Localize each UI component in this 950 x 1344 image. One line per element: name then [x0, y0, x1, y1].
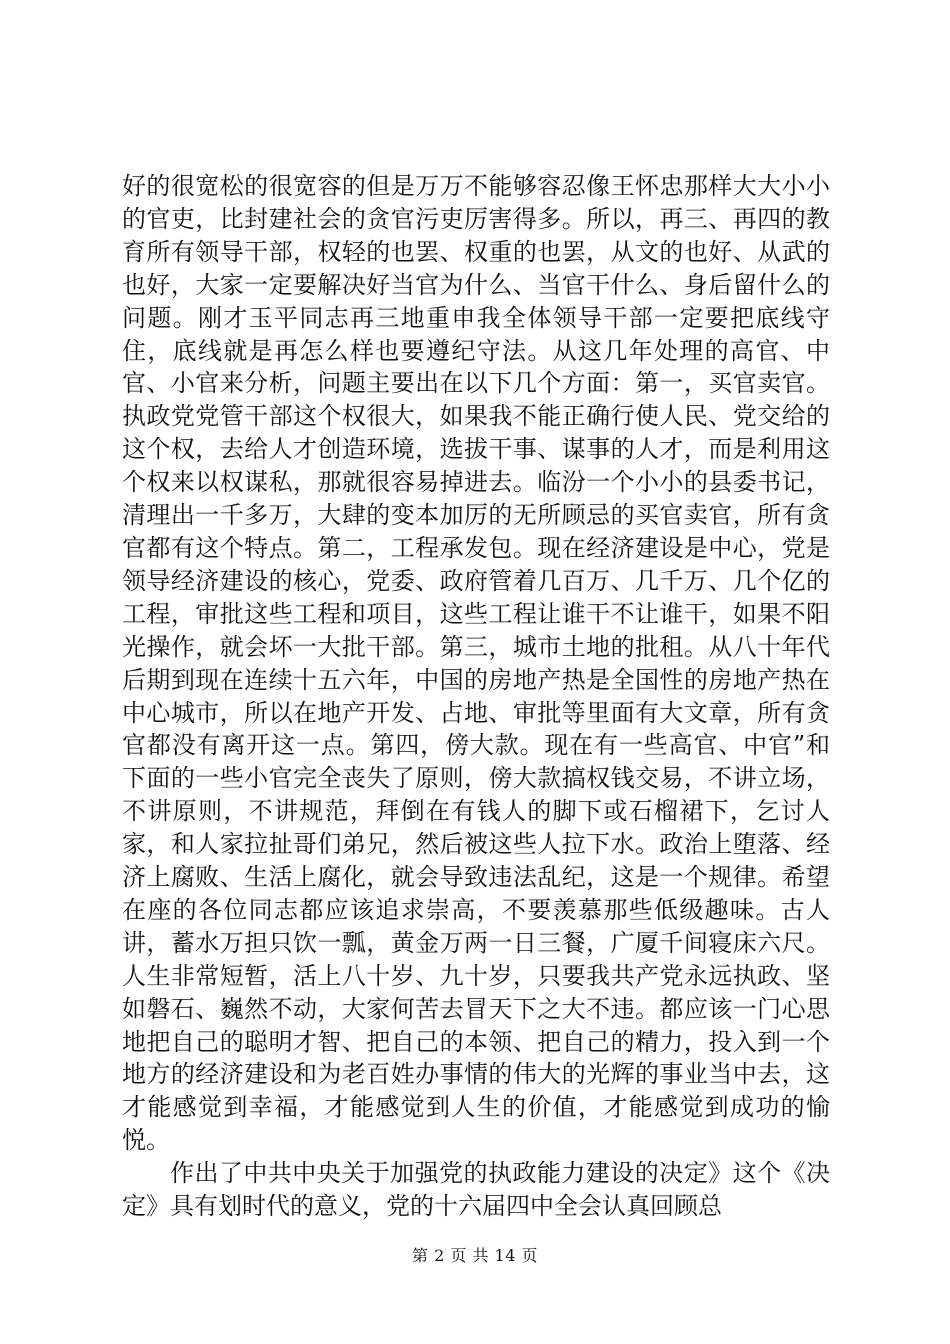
page-footer: 第 2 页 共 14 页 — [412, 1246, 538, 1265]
document-body — [122, 170, 830, 1223]
paragraph-1: 好的很宽松的很宽容的但是万万不能够容忍像王怀忠那样大大小小的官吏，比封建社会的贪官污吏厉害得多。所以，再三、再四的教育所有领导干部，权轻的也罢、权重的也罢，从文的也好、从武的也好，大家一定要解决好当官为什么、当官干什么、身后留什么的问题。刚才玉平同志再三地重申我全体领导干部一定要把底线守住，底线就是再怎么样也要遵纪守法。从这几年处理的高官、中官、小官来分析，问题主要出在以下几个方面：第一，买官卖官。执政党党管干部这个权很大，如果我不能正确行使人民、党交给的这个权，去给人才创造环境，选拔干事、谋事的人才，而是利用这个权来以权谋私，那就很容易掉进去。临汾一个小小的县委书记，清理出一千多万，大肆的变本加厉的无所顾忌的买官卖官，所有贪官都有这个特点。第二，工程承发包。现在经济建设是中心，党是领导经济建设的核心，党委、政府管着几百万、几千万、几个亿的工程，审批这些工程和项目，这些工程让谁干不让谁干，如果不阳光操作，就会坏一大批干部。第三，城市土地的批租。从八十年代后期到现在连续十五六年，中国的房地产热是全国性的房地产热在中心城市，所以在地产开发、占地、审批等里面有大文章，所有贪官都没有离开这一点。第四，傍大款。现在有一些高官、中官”和下面的一些小官完全丧失了原则，傍大款搞权钱交易，不讲立场，不讲原则，不讲规范，拜倒在有钱人的脚下或石榴裙下，乞讨人家，和人家拉扯哥们弟兄，然后被这些人拉下水。政治上堕落、经济上腐败、生活上腐化，就会导致违法乱纪，这是一个规律。希望在座的各位同志都应该追求崇高，不要羡慕那些低级趣味。古人讲，蓄水万担只饮一瓢，黄金万两一日三餐，广厦千间寝床六尺。人生非常短暂，活上八十岁、九十岁，只要我共产党永远执政、坚如磐石、巍然不动，大家何苦去冒天下之大不违。都应该一门心思地把自己的聪明才智、把自己的本领、把自己的精力，投入到一个地方的经济建设和为老百姓办事情的伟大的光辉的事业当中去，这才能感觉到幸福，才能感觉到人生的价值，才能感觉到成功的愉悦。 — [122, 172, 830, 1155]
paragraph-2: 作出了中共中央关于加强党的执政能力建设的决定》这个《决定》具有划时代的意义，党的十六届四中全会认真回顾总 — [122, 1159, 830, 1221]
